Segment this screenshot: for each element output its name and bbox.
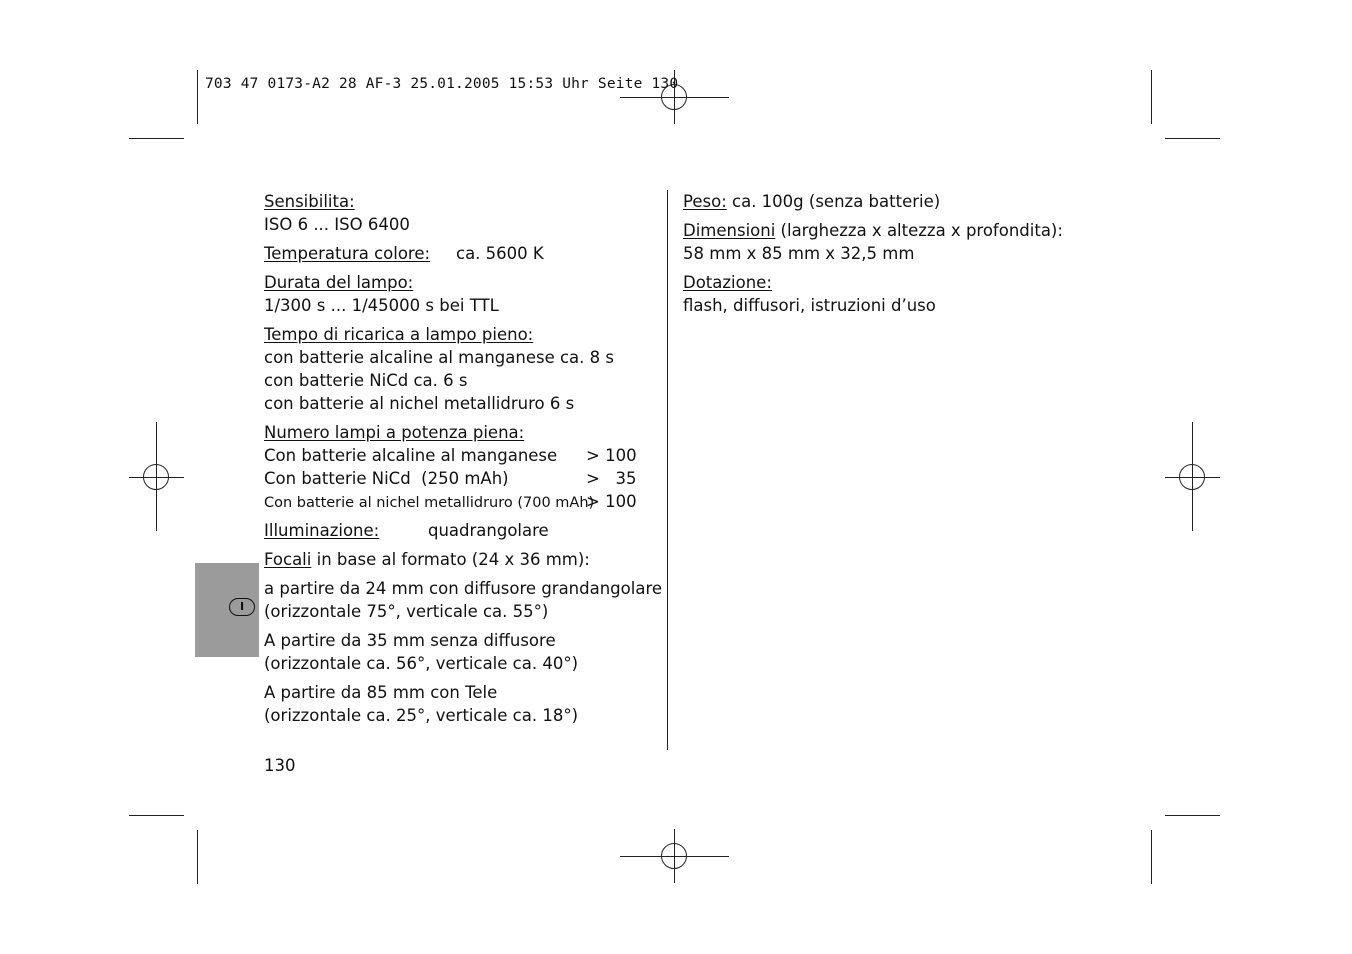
focali-item-line2: (orizzontale ca. 56°, verticale ca. 40°) <box>264 654 579 673</box>
illuminazione-label: Illuminazione: <box>264 521 380 540</box>
page-number: 130 <box>264 756 296 775</box>
ricarica-label: Tempo di ricarica a lampo pieno: <box>264 325 534 344</box>
ricarica-line: con batterie al nichel metallidruro 6 s <box>264 394 575 413</box>
dimensioni-label: Dimensioni <box>683 221 776 240</box>
numero-row <box>264 490 662 513</box>
dimensioni-rest: (larghezza x altezza x profondita): <box>775 221 1063 240</box>
language-tab-label: I <box>229 598 255 616</box>
right-column <box>683 190 1063 317</box>
focali-heading <box>264 548 662 571</box>
peso-label: Peso: <box>683 192 727 211</box>
dimensioni-value: 58 mm x 85 mm x 32,5 mm <box>683 244 915 263</box>
durata-value: 1/300 s ... 1/45000 s bei TTL <box>264 296 499 315</box>
illuminazione-value: quadrangolare <box>428 521 549 540</box>
temperatura-row <box>264 242 662 265</box>
numero-row-label: Con batterie NiCd (250 mAh) <box>264 469 509 488</box>
crop-mark-bottom-left-h <box>129 815 184 816</box>
focali-item-line1: a partire da 24 mm con diffusore grandangolare <box>264 579 663 598</box>
crop-mark-top-left-h <box>129 138 184 139</box>
print-slug-line: 703 47 0173-A2 28 AF-3 25.01.2005 15:53 Uhr Seite 130 <box>205 76 679 92</box>
focali-item-line2: (orizzontale 75°, verticale ca. 55°) <box>264 602 549 621</box>
focali-item-line1: A partire da 35 mm senza diffusore <box>264 631 556 650</box>
ricarica-line: con batterie alcaline al manganese ca. 8 s <box>264 348 614 367</box>
focali-label: Focali <box>264 550 312 569</box>
ricarica-line: con batterie NiCd ca. 6 s <box>264 371 468 390</box>
crop-mark-top-left-v <box>197 70 198 124</box>
registration-circle-left <box>143 464 169 490</box>
peso-line <box>683 190 1063 213</box>
column-divider <box>667 190 668 750</box>
numero-label: Numero lampi a potenza piena: <box>264 423 525 442</box>
crop-mark-bottom-left-v <box>197 830 198 884</box>
illuminazione-row <box>264 519 662 542</box>
temperatura-label: Temperatura colore: <box>264 244 431 263</box>
sensibilita-label: Sensibilita: <box>264 192 355 211</box>
dotazione-value: flash, diffusori, istruzioni d’uso <box>683 296 936 315</box>
durata-label: Durata del lampo: <box>264 273 414 292</box>
crop-mark-top-right-v <box>1151 70 1152 124</box>
registration-circle-bottom <box>661 843 687 869</box>
peso-value: ca. 100g (senza batterie) <box>726 192 941 211</box>
focali-item-line2: (orizzontale ca. 25°, verticale ca. 18°) <box>264 706 579 725</box>
dimensioni-line <box>683 219 1063 242</box>
numero-row <box>264 467 662 490</box>
crop-mark-bottom-right-v <box>1151 830 1152 884</box>
temperatura-value: ca. 5600 K <box>456 244 544 263</box>
numero-row-label: Con batterie al nichel metallidruro (700 mAh) <box>264 495 595 511</box>
registration-circle-right <box>1179 464 1205 490</box>
focali-rest: in base al formato (24 x 36 mm): <box>311 550 590 569</box>
crop-mark-bottom-right-h <box>1165 815 1220 816</box>
numero-row-label: Con batterie alcaline al manganese <box>264 446 558 465</box>
dotazione-label: Dotazione: <box>683 273 772 292</box>
crop-mark-top-right-h <box>1165 138 1220 139</box>
numero-row-value: > 35 <box>586 469 637 488</box>
numero-row-value: > 100 <box>586 492 637 511</box>
focali-item-line1: A partire da 85 mm con Tele <box>264 683 498 702</box>
sensibilita-value: ISO 6 ... ISO 6400 <box>264 215 410 234</box>
left-column <box>264 190 662 727</box>
numero-row <box>264 444 662 467</box>
numero-row-value: > 100 <box>586 446 637 465</box>
